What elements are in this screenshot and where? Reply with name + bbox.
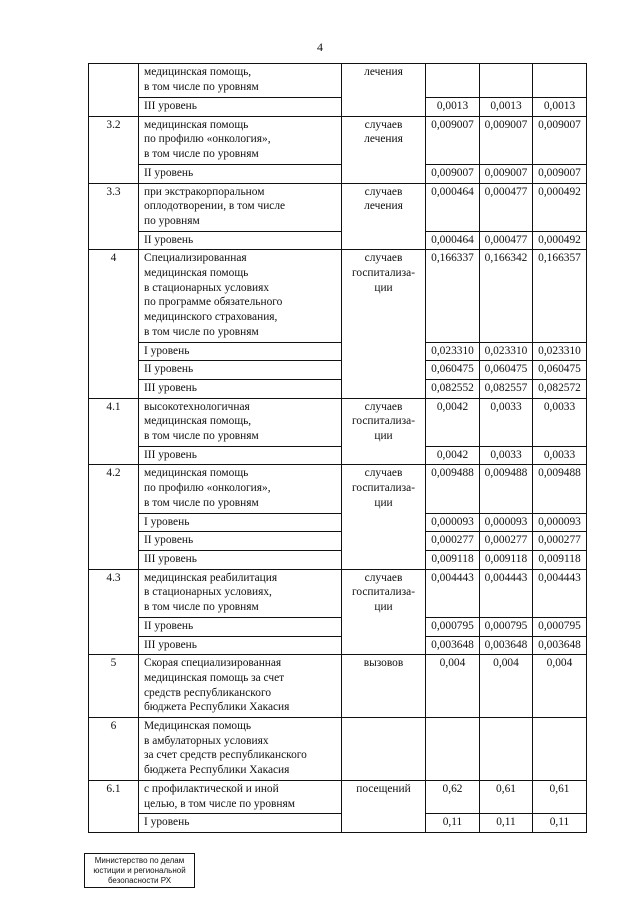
row-number: 4.3	[89, 569, 139, 655]
value-year-2: 0,004443	[480, 569, 533, 617]
value-year-3: 0,61	[533, 780, 587, 813]
value-year-3: 0,11	[533, 814, 587, 833]
value-year-3: 0,082572	[533, 379, 587, 398]
value-year-3: 0,009118	[533, 550, 587, 569]
indicator-name: медицинская реабилитация в стационарных условиях, в том числе по уровням	[139, 569, 342, 617]
indicator-name: медицинская помощь по профилю «онкология», в том числе по уровням	[139, 116, 342, 164]
value-year-3: 0,0033	[533, 446, 587, 465]
table-row	[89, 655, 587, 718]
value-year-1: 0,004443	[426, 569, 480, 617]
indicator-name: III уровень	[139, 636, 342, 655]
table-row	[89, 465, 587, 513]
value-year-3: 0,000795	[533, 617, 587, 636]
value-year-2: 0,009007	[480, 164, 533, 183]
value-year-1: 0,000795	[426, 617, 480, 636]
stamp-line: Министерство по делам	[94, 856, 185, 865]
value-year-2	[480, 718, 533, 781]
value-year-1: 0,004	[426, 655, 480, 718]
indicator-name: медицинская помощь, в том числе по уровням	[139, 64, 342, 98]
table-row	[89, 342, 587, 361]
value-year-1: 0,0013	[426, 98, 480, 117]
value-year-1: 0,166337	[426, 250, 480, 342]
value-year-2: 0,009118	[480, 550, 533, 569]
table-row	[89, 718, 587, 781]
indicator-name: I уровень	[139, 814, 342, 833]
unit-of-measure	[342, 718, 426, 781]
indicator-name: Медицинская помощь в амбулаторных условиях за счет средств республиканского бюджета Республики Хакасия	[139, 718, 342, 781]
indicator-name: III уровень	[139, 379, 342, 398]
value-year-3: 0,004	[533, 655, 587, 718]
value-year-1: 0,000277	[426, 532, 480, 551]
value-year-2: 0,004	[480, 655, 533, 718]
value-year-1: 0,009007	[426, 116, 480, 164]
value-year-2: 0,000477	[480, 231, 533, 250]
indicator-name: III уровень	[139, 98, 342, 117]
table-row	[89, 532, 587, 551]
value-year-1: 0,003648	[426, 636, 480, 655]
value-year-2: 0,000477	[480, 183, 533, 231]
value-year-1: 0,060475	[426, 361, 480, 380]
unit-of-measure: случаев госпитализа- ции	[342, 465, 426, 569]
value-year-1: 0,009118	[426, 550, 480, 569]
indicator-name: высокотехнологичная медицинская помощь, в том числе по уровням	[139, 398, 342, 446]
row-number: 3.2	[89, 116, 139, 183]
value-year-1	[426, 718, 480, 781]
stamp-line: безопасности РХ	[107, 876, 172, 885]
indicator-name: II уровень	[139, 361, 342, 380]
value-year-2: 0,0033	[480, 446, 533, 465]
table-row	[89, 116, 587, 164]
row-number: 6	[89, 718, 139, 781]
table-row	[89, 398, 587, 446]
value-year-2: 0,0033	[480, 398, 533, 446]
value-year-1: 0,009007	[426, 164, 480, 183]
indicator-name: с профилактической и иной целью, в том числе по уровням	[139, 780, 342, 813]
indicator-name: II уровень	[139, 617, 342, 636]
value-year-1: 0,000093	[426, 513, 480, 532]
row-number	[89, 64, 139, 117]
unit-of-measure: случаев лечения	[342, 116, 426, 183]
value-year-3: 0,0013	[533, 98, 587, 117]
value-year-2: 0,000093	[480, 513, 533, 532]
unit-of-measure: вызовов	[342, 655, 426, 718]
value-year-3: 0,009007	[533, 164, 587, 183]
value-year-1: 0,0042	[426, 446, 480, 465]
indicator-name: II уровень	[139, 164, 342, 183]
value-year-1: 0,11	[426, 814, 480, 833]
value-year-3: 0,003648	[533, 636, 587, 655]
table-row	[89, 64, 587, 98]
table-row	[89, 780, 587, 813]
value-year-1: 0,009488	[426, 465, 480, 513]
value-year-2: 0,11	[480, 814, 533, 833]
value-year-2: 0,000277	[480, 532, 533, 551]
value-year-1	[426, 64, 480, 98]
indicator-name: III уровень	[139, 446, 342, 465]
table-row	[89, 361, 587, 380]
row-number: 4.1	[89, 398, 139, 465]
value-year-2: 0,166342	[480, 250, 533, 342]
value-year-3: 0,023310	[533, 342, 587, 361]
row-number: 3.3	[89, 183, 139, 250]
value-year-1: 0,000464	[426, 183, 480, 231]
value-year-3	[533, 718, 587, 781]
unit-of-measure: случаев госпитализа- ции	[342, 569, 426, 655]
table-row	[89, 550, 587, 569]
indicator-name: медицинская помощь по профилю «онкология», в том числе по уровням	[139, 465, 342, 513]
row-number: 4	[89, 250, 139, 398]
ministry-stamp	[84, 853, 195, 888]
indicator-name: II уровень	[139, 532, 342, 551]
value-year-1: 0,000464	[426, 231, 480, 250]
value-year-3: 0,0033	[533, 398, 587, 446]
value-year-3: 0,009488	[533, 465, 587, 513]
indicator-name: Специализированная медицинская помощь в стационарных условиях по программе обязательного медицинского страхования, в том числе по уровням	[139, 250, 342, 342]
value-year-2: 0,060475	[480, 361, 533, 380]
value-year-1: 0,082552	[426, 379, 480, 398]
table-row	[89, 814, 587, 833]
unit-of-measure: случаев лечения	[342, 183, 426, 250]
value-year-2: 0,023310	[480, 342, 533, 361]
value-year-3: 0,004443	[533, 569, 587, 617]
indicator-name: Скорая специализированная медицинская помощь за счет средств республиканского бюджета Республики Хакасия	[139, 655, 342, 718]
table-row	[89, 636, 587, 655]
value-year-1: 0,023310	[426, 342, 480, 361]
indicator-name: I уровень	[139, 513, 342, 532]
row-number: 5	[89, 655, 139, 718]
table-row	[89, 98, 587, 117]
stamp-line: юстиции и региональной	[93, 866, 186, 875]
value-year-3: 0,000277	[533, 532, 587, 551]
indicators-table	[88, 63, 587, 833]
value-year-3: 0,000492	[533, 231, 587, 250]
table-row	[89, 617, 587, 636]
row-number: 6.1	[89, 780, 139, 832]
unit-of-measure: случаев госпитализа- ции	[342, 398, 426, 465]
table-row	[89, 231, 587, 250]
table-row	[89, 513, 587, 532]
unit-of-measure: посещений	[342, 780, 426, 832]
indicator-name: II уровень	[139, 231, 342, 250]
value-year-1: 0,0042	[426, 398, 480, 446]
value-year-3: 0,000093	[533, 513, 587, 532]
unit-of-measure: случаев госпитализа- ции	[342, 250, 426, 398]
value-year-2: 0,000795	[480, 617, 533, 636]
table-row	[89, 250, 587, 342]
value-year-1: 0,62	[426, 780, 480, 813]
value-year-3: 0,009007	[533, 116, 587, 164]
value-year-3: 0,000492	[533, 183, 587, 231]
value-year-3: 0,060475	[533, 361, 587, 380]
indicator-name: III уровень	[139, 550, 342, 569]
value-year-2: 0,003648	[480, 636, 533, 655]
indicator-name: при экстракорпоральном оплодотворении, в том числе по уровням	[139, 183, 342, 231]
table-row	[89, 183, 587, 231]
table-row	[89, 379, 587, 398]
unit-of-measure: лечения	[342, 64, 426, 117]
value-year-2: 0,009007	[480, 116, 533, 164]
value-year-3: 0,166357	[533, 250, 587, 342]
value-year-2: 0,0013	[480, 98, 533, 117]
table-row	[89, 446, 587, 465]
value-year-2: 0,61	[480, 780, 533, 813]
value-year-3	[533, 64, 587, 98]
value-year-2: 0,009488	[480, 465, 533, 513]
value-year-2: 0,082557	[480, 379, 533, 398]
indicator-name: I уровень	[139, 342, 342, 361]
row-number: 4.2	[89, 465, 139, 569]
value-year-2	[480, 64, 533, 98]
page-number: 4	[317, 40, 323, 54]
table-row	[89, 164, 587, 183]
table-row	[89, 569, 587, 617]
